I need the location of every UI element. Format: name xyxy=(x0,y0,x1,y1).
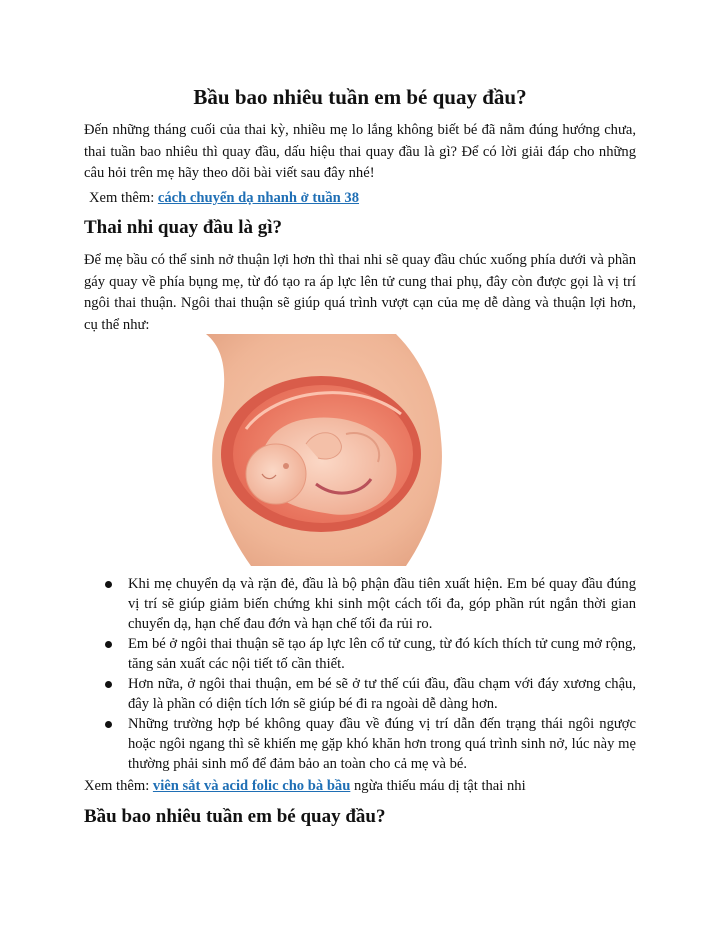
list-item: Khi mẹ chuyển dạ và rặn đẻ, đầu là bộ phận đầu tiên xuất hiện. Em bé quay đầu đúng vị trí sẽ giúp giảm biến chứng khi sinh một cách tối đa, góp phần rút ngắn thời gian chuyển dạ, hạn chế đau đớn và hạn chế tối đa rủi ro. xyxy=(104,574,636,634)
fetus-illustration-icon xyxy=(196,334,446,566)
benefits-list xyxy=(104,574,636,774)
see-also-1 xyxy=(89,187,359,209)
see-also-suffix: ngừa thiếu máu dị tật thai nhi xyxy=(350,778,526,794)
section-heading-2: Bầu bao nhiêu tuần em bé quay đầu? xyxy=(84,806,386,827)
list-item: Những trường hợp bé không quay đầu về đúng vị trí dẫn đến trạng thái ngôi ngược hoặc ngôi ngang thì sẽ khiến mẹ gặp khó khăn hơn trong quá trình sinh nở, lúc này mẹ thường phải sinh mổ để đảm bảo an toàn cho cả mẹ và bé. xyxy=(104,714,636,774)
see-also-link-2[interactable]: viên sắt và acid folic cho bà bầu xyxy=(152,778,351,794)
see-also-2 xyxy=(84,775,526,797)
list-item: Hơn nữa, ở ngôi thai thuận, em bé sẽ ở tư thế cúi đầu, đầu chạm với đáy xương chậu, đây là phần có diện tích lớn sẽ giúp bé đi ra ngoài dễ dàng hơn. xyxy=(104,674,636,714)
see-also-prefix: Xem thêm: xyxy=(84,778,153,794)
list-item: Em bé ở ngôi thai thuận sẽ tạo áp lực lên cổ tử cung, từ đó kích thích tử cung mở rộng, tăng sản xuất các nội tiết tố cần thiết. xyxy=(104,634,636,674)
see-also-prefix: Xem thêm: xyxy=(89,190,158,206)
see-also-link-1[interactable]: cách chuyển dạ nhanh ở tuần 38 xyxy=(157,190,360,206)
page-title: Bầu bao nhiêu tuần em bé quay đầu? xyxy=(193,85,527,109)
section-heading-1: Thai nhi quay đầu là gì? xyxy=(84,217,283,238)
section-1-paragraph: Để mẹ bầu có thể sinh nở thuận lợi hơn thì thai nhi sẽ quay đầu chúc xuống phía dưới và phần gáy quay về phía bụng mẹ, từ đó tạo ra áp lực lên tử cung thai phụ, đây còn được gọi là vị trí ngôi thai thuận. Ngôi thai thuận sẽ giúp quá trình vượt cạn của mẹ dễ dàng và thuận lợi hơn, cụ thể như: xyxy=(84,252,636,333)
intro-paragraph: Đến những tháng cuối của thai kỳ, nhiều mẹ lo lắng không biết bé đã nằm đúng hướng chưa, thai tuần bao nhiêu thì quay đầu, dấu hiệu thai quay đầu là gì? Để có lời giải đáp cho những câu hỏi trên mẹ hãy theo dõi bài viết sau đây nhé! xyxy=(84,122,636,181)
